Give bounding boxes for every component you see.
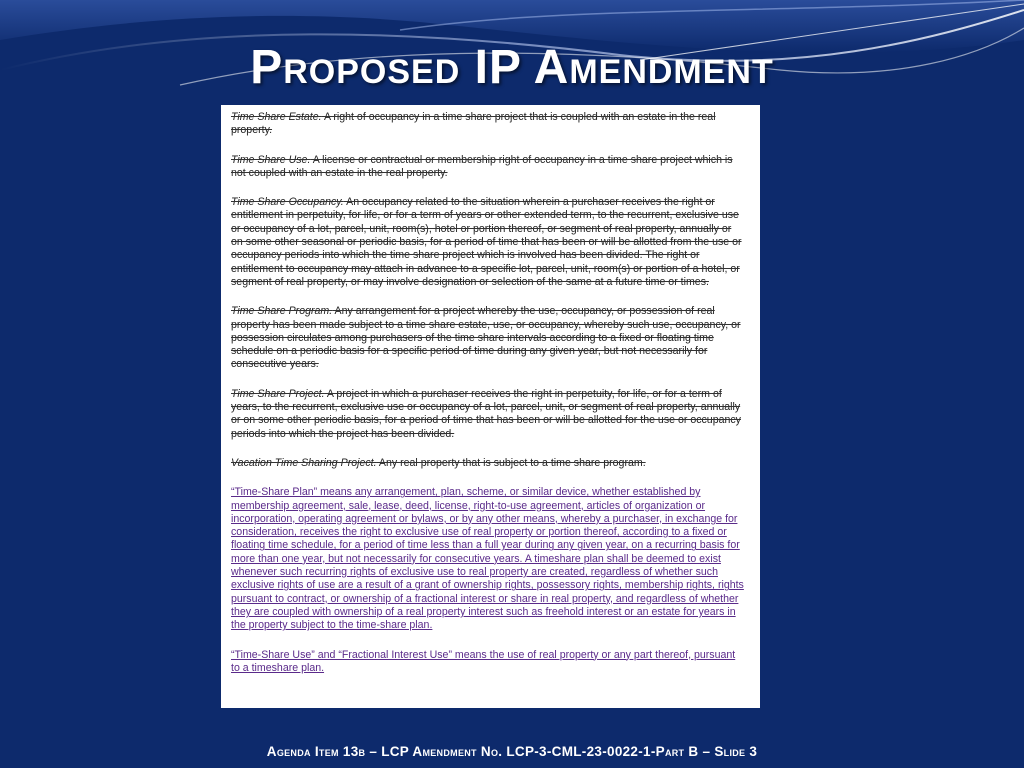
definition-text: A right of occupancy in a time share project that is coupled with an estate in the real property. [231,111,716,137]
deleted-definition-time-share-occupancy [231,196,746,289]
definition-term: Time Share Project. [231,387,325,400]
deleted-definition-time-share-estate [231,111,746,138]
definition-text: A project in which a purchaser receives the right in perpetuity, for life, or for a term of years, to the recurrent, exclusive use or occupancy of a lot, parcel, unit, or segment of real property, annually or on some other periodic basis, for a period of time that has been or will be allotted for the use or occupancy periods into which the project has been divided. [231,387,741,440]
definition-term: Time Share Estate. [231,111,322,123]
definition-text: A license or contractual or membership right of occupancy in a time share project which is not coupled with an estate in the real property. [231,153,733,179]
slide-footer: Agenda Item 13b – LCP Amendment No. LCP-3-CML-23-0022-1-Part B – Slide 3 [266,744,758,759]
definition-term: Time Share Program. [231,305,333,318]
definition-term: Time Share Occupancy. [231,196,344,209]
definition-term: Time Share Use. [231,153,311,166]
slide-title: Proposed IP Amendment [250,41,774,94]
deleted-definition-vacation-time-sharing-project [231,457,746,470]
definition-text: Any real property that is subject to a time share program. [376,456,646,469]
definition-text: “Time-Share Use” and “Fractional Interest Use” means the use of real property or any part thereof, pursuant to a timeshare plan. [231,648,736,674]
deleted-definition-time-share-project [231,388,746,441]
definition-text: An occupancy related to the situation wherein a purchaser receives the right or entitlement in perpetuity, for life, or for a term of years or other extended term, to the recurrent, exclusive use or occupancy of a lot, parcel, unit, room(s), hotel or portion thereof, or segment of real property, annually or on some other seasonal or periodic basis, for a period of time that has been or will be allotted from the use or occupancy periods into which the time share project which is involved has been divided. The right or entitlement to occupancy may attach in advance to a specific lot, parcel, unit, room(s) or portion of a hotel, or segment of real property, or may involve designation or selection of the same at a future time or times. [231,196,742,288]
deleted-definition-time-share-program [231,305,746,371]
deleted-definition-time-share-use [231,154,746,181]
definition-text: “Time-Share Plan” means any arrangement, plan, scheme, or similar device, whether established by membership agreement, sale, lease, deed, license, right-to-use agreement, articles of organization or incorporation, operating agreement or bylaws, or by any other means, whereby a purchaser, in exchange for consideration, receives the right to exclusive use of real property or portion thereof, according to a fixed or floating time schedule, for a period of time less than a full year during any given year, on a recurring basis for more than one year, but not necessarily for consecutive years. A timeshare plan shall be deemed to exist whenever such recurring rights of exclusive use to real property are created, regardless of whether such exclusive rights of use are a result of a grant of ownership rights, possessory rights, membership rights, rights pursuant to contract, or ownership of a fractional interest or share in real property, and regardless of whether they are coupled with ownership of a real property interest such as freehold interest or an estate for years in the property subject to the time-share plan. [231,486,744,632]
definition-term: Vacation Time Sharing Project. [231,456,377,469]
document-excerpt [221,105,760,708]
definition-text: Any arrangement for a project whereby the use, occupancy, or possession of real property has been made subject to a time share estate, use, or occupancy, whereby such use, occupancy, or possession circulates among purchasers of the time share intervals according to a fixed or floating time schedule on a periodic basis for a specific period of time during any given year, but not necessarily for consecutive years. [231,305,741,371]
inserted-definition-time-share-plan [231,486,746,632]
inserted-definition-time-share-use [231,649,746,676]
